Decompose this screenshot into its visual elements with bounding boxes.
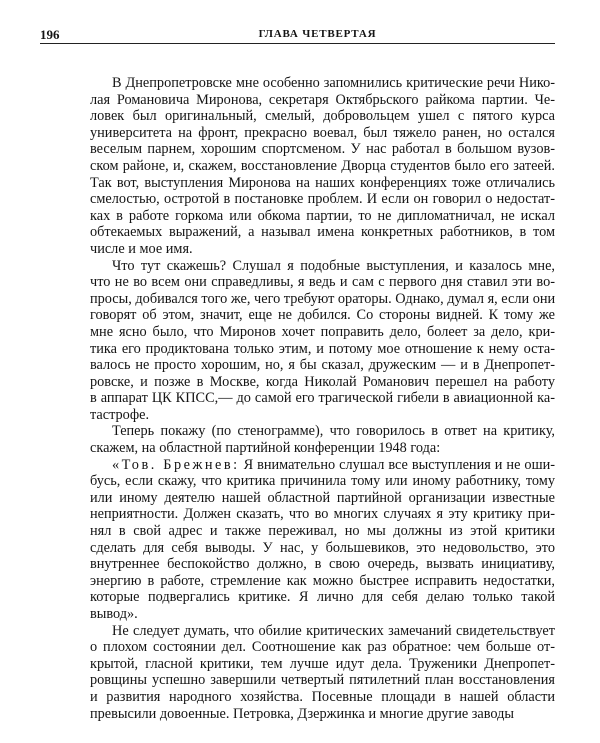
text-line: университета на фронт, прекрасно воевал, был тяжело ранен, но остался xyxy=(90,124,555,141)
text-line: ровске, и позже в Москве, когда Николай Романович перешел на работу xyxy=(90,373,555,390)
text-line: веселым парнем, хорошим спортсменом. У нас работал в большом вузов- xyxy=(90,141,555,158)
text-line: внутреннее беспокойство должно, в свою очередь, вызвать инициативу, xyxy=(90,556,555,573)
text-line: тастрофе. xyxy=(90,406,150,423)
text-line: тика его продиктована только этим, и потому мое отношение к нему оста- xyxy=(90,340,555,357)
paragraph xyxy=(90,258,555,424)
text-line: Не следует думать, что обилие критических замечаний свидетельствует xyxy=(112,622,555,639)
text-line: сделать для себя выводы. У нас, у большевиков, это недовольство, это xyxy=(90,539,555,556)
text-line: крытой, гласной критики, тем лучше идут дела. Труженики Днепропет- xyxy=(90,655,555,672)
text-line: в аппарат ЦК КПСС,— до самой его трагической гибели в авиационной ка- xyxy=(90,390,555,407)
chapter-title: ГЛАВА ЧЕТВЕРТАЯ xyxy=(258,28,377,40)
text-line: лая Романовича Миронова, секретаря Октябрьского райкома партии. Че- xyxy=(90,91,555,108)
text-line: ках в работе горкома или обкома партии, то не дипломатничал, не искал xyxy=(90,207,555,224)
text-line: и развития народного хозяйства. Посевные площади в нашей области xyxy=(90,688,555,705)
page-body xyxy=(90,75,555,722)
text-line: о плохом состоянии дел. Соотношение как раз обратное: чем больше от- xyxy=(90,639,555,656)
text-line: вывод». xyxy=(90,606,138,622)
text-line: Что тут скажешь? Слушал я подобные выступления, и казалось мне, xyxy=(112,257,555,274)
text-line: нял в свой адрес и также переживал, но мы должны из этой критики xyxy=(90,523,555,540)
text-line xyxy=(90,457,555,474)
text-line: мне ясно было, что Миронов хочет поправить дело, болеет за дело, кри- xyxy=(90,323,555,340)
paragraph xyxy=(90,457,555,623)
speaker-name: «Тов. Брежнев: xyxy=(112,456,240,473)
page-number: 196 xyxy=(40,27,60,42)
text-line: просы, добивался того же, чего требуют ораторы. Однако, думал я, если они xyxy=(90,290,556,307)
text-line: или иному деятелю нашей областной партийной организации известные xyxy=(90,489,555,506)
text-line: Теперь покажу (по стенограмме), что говорилось в ответ на критику, xyxy=(112,423,555,440)
text-line: Так вот, выступления Миронова на наших конференциях тоже отличались xyxy=(90,174,555,191)
speech-text: Я внимательно слушал все выступления и не оши- xyxy=(239,456,555,473)
text-line: обтекаемых выражений, а называл имена конкретных работников, в том xyxy=(90,224,555,241)
running-header xyxy=(40,27,555,44)
text-line: В Днепропетровске мне особенно запомнились критические речи Нико- xyxy=(112,75,555,91)
paragraph xyxy=(90,423,555,456)
text-line: ском районе, и, скажем, восстановление Дворца студентов было его затеей. xyxy=(90,157,555,174)
text-line: превысили довоенные. Петровка, Дзержинка и многие другие заводы xyxy=(90,705,515,722)
paragraph xyxy=(90,623,555,723)
text-line: скажем, на областной партийной конференции 1948 года: xyxy=(90,440,441,457)
text-line: энергию в работе, стремление как можно быстрее исправить недостатки, xyxy=(90,572,555,589)
text-line: говорят об этом, значит, еще не добился. Со стороны видней. К тому же xyxy=(90,307,555,324)
text-line: числе и мое имя. xyxy=(90,240,193,257)
text-line: смелостью, остротой в постановке проблем. И если он говорил о недостат- xyxy=(90,191,555,208)
paragraph xyxy=(90,75,555,258)
text-line: ловек был оригинальный, смелый, добровольцем ушел с пятого курса xyxy=(90,108,555,125)
text-line: ровщины успешно завершили четвертый пятилетний план восстановления xyxy=(90,672,555,689)
text-line: которые подвергались критике. Я лично для себя делаю только такой xyxy=(90,589,555,606)
text-line: что не во всем они справедливы, я ведь и сам с первого дня ставил эти во- xyxy=(90,274,555,291)
text-line: бусь, если скажу, что критика причинила тому или иному работнику, тому xyxy=(90,473,555,490)
text-line: валось не просто хорошим, но, я бы сказал, дружеским — и в Днепропет- xyxy=(90,357,555,374)
text-line: неприятности. Должен сказать, что во многих случаях я эту критику при- xyxy=(90,506,555,523)
